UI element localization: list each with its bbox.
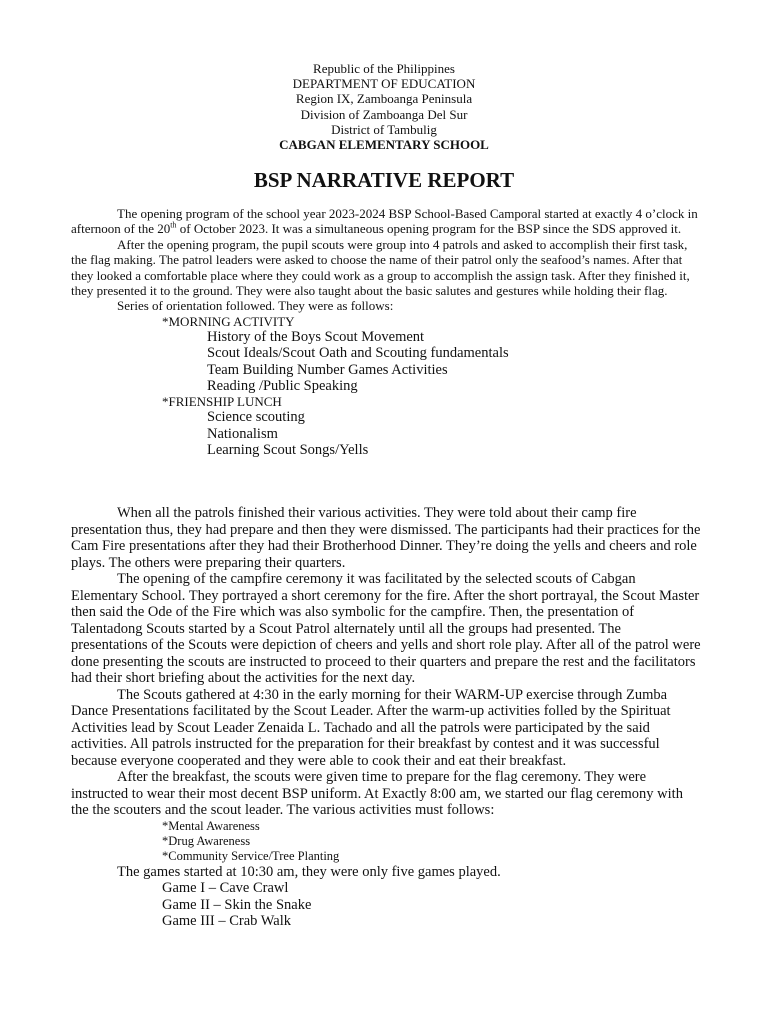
header-department: DEPARTMENT OF EDUCATION xyxy=(292,76,476,92)
header-region: Region IX, Zamboanga Peninsula xyxy=(295,91,473,107)
list-item: Game II – Skin the Snake xyxy=(162,896,312,913)
header-division: Division of Zamboanga Del Sur xyxy=(300,106,468,122)
list-item: Nationalism xyxy=(207,425,278,442)
list-item: Science scouting xyxy=(207,409,305,426)
opening-text-end: of October 2023. It was a simultaneous opening program for the BSP since the SDS approved it. xyxy=(176,221,682,237)
list-item: *Drug Awareness xyxy=(162,833,251,848)
list-item: Reading /Public Speaking xyxy=(207,377,358,394)
paragraph-orientation-intro: Series of orientation followed. They were as follows: xyxy=(117,298,394,314)
paragraph-opening-program xyxy=(71,206,701,237)
letterhead xyxy=(0,61,768,152)
header-school: CABGAN ELEMENTARY SCHOOL xyxy=(279,137,489,153)
paragraph-patrols: After the opening program, the pupil scouts were group into 4 patrols and asked to accomplish their first task, the flag making. The patrol leaders were asked to choose the name of their patrol only the seafood’s names. After that they looked a comfortable place where they could work as a group to accomplish the assign task. After they finished it, they presented it to the ground. They were also taught about the basic salutes and gestures while holding their flag. xyxy=(71,236,690,299)
list-item: History of the Boys Scout Movement xyxy=(207,329,425,346)
morning-activity-heading: *MORNING ACTIVITY xyxy=(162,313,295,329)
list-item: *Mental Awareness xyxy=(162,818,260,833)
paragraph-camp-fire-prep: When all the patrols finished their various activities. They were told about their camp fire presentation thus, they had prepare and then they were dismissed. The participants had their practices for the Cam Fire presentations after they had their Brotherhood Dinner. They’re doing the yells and cheers and role plays. The others were preparing their quarters. xyxy=(71,505,701,571)
friendship-lunch-heading: *FRIENSHIP LUNCH xyxy=(162,394,282,410)
list-item: Game III – Crab Walk xyxy=(162,913,292,929)
report-title: BSP NARRATIVE REPORT xyxy=(253,168,515,192)
opening-text-start: The opening program of the school year 2023-2024 BSP School-Based Camporal started at exactly 4 o’clock in afternoon of the 20 xyxy=(71,206,698,237)
paragraph-campfire-ceremony: The opening of the campfire ceremony it was facilitated by the selected scouts of Cabgan Elementary School. They portrayed a short ceremony for the fire. After the short portrayal, the Scout Master then said the Ode of the Fire which was also symbolic for the campfire. Then, the presentation of Talentadong Scouts started by a Scout Patrol alternately until all the groups had presented. The presentations of the Scouts were depiction of cheers and yells and short role play. After all of the patrol were done presenting the scouts are instructed to proceed to their quarters and prepare the rest and the facilitators had their short briefing about the activities for the next day. xyxy=(71,571,701,686)
list-item: Game I – Cave Crawl xyxy=(162,880,289,896)
list-item: *Community Service/Tree Planting xyxy=(162,848,340,863)
games-intro: The games started at 10:30 am, they were only five games played. xyxy=(117,863,501,880)
intro-section xyxy=(71,206,701,458)
paragraph-flag-ceremony: After the breakfast, the scouts were given time to prepare for the flag ceremony. They were instructed to wear their most decent BSP uniform. At Exactly 8:00 am, we started our flag ceremony with the the scouters and the scout leader. The various activities must follows: xyxy=(71,769,683,818)
list-item: Team Building Number Games Activities xyxy=(207,361,448,378)
header-district: District of Tambulig xyxy=(331,121,437,137)
body-section xyxy=(71,505,701,930)
ordinal-suffix: th xyxy=(170,221,177,231)
list-item: Scout Ideals/Scout Oath and Scouting fundamentals xyxy=(207,345,509,362)
list-item: Learning Scout Songs/Yells xyxy=(207,441,369,458)
header-republic: Republic of the Philippines xyxy=(313,61,455,76)
paragraph-warm-up: The Scouts gathered at 4:30 in the early morning for their WARM-UP exercise through Zumba Dance Presentations facilitated by the Scout Leader. After the warm-up activities folled by the Spirituat Activities lead by Scout Leader Zenaida L. Tachado and all the patrols were participated by the said activities. All patrols instructed for the preparation for their breakfast by contest and it was successful because everyone cooperated and they were able to cook their and eat their breakfast. xyxy=(71,686,671,769)
